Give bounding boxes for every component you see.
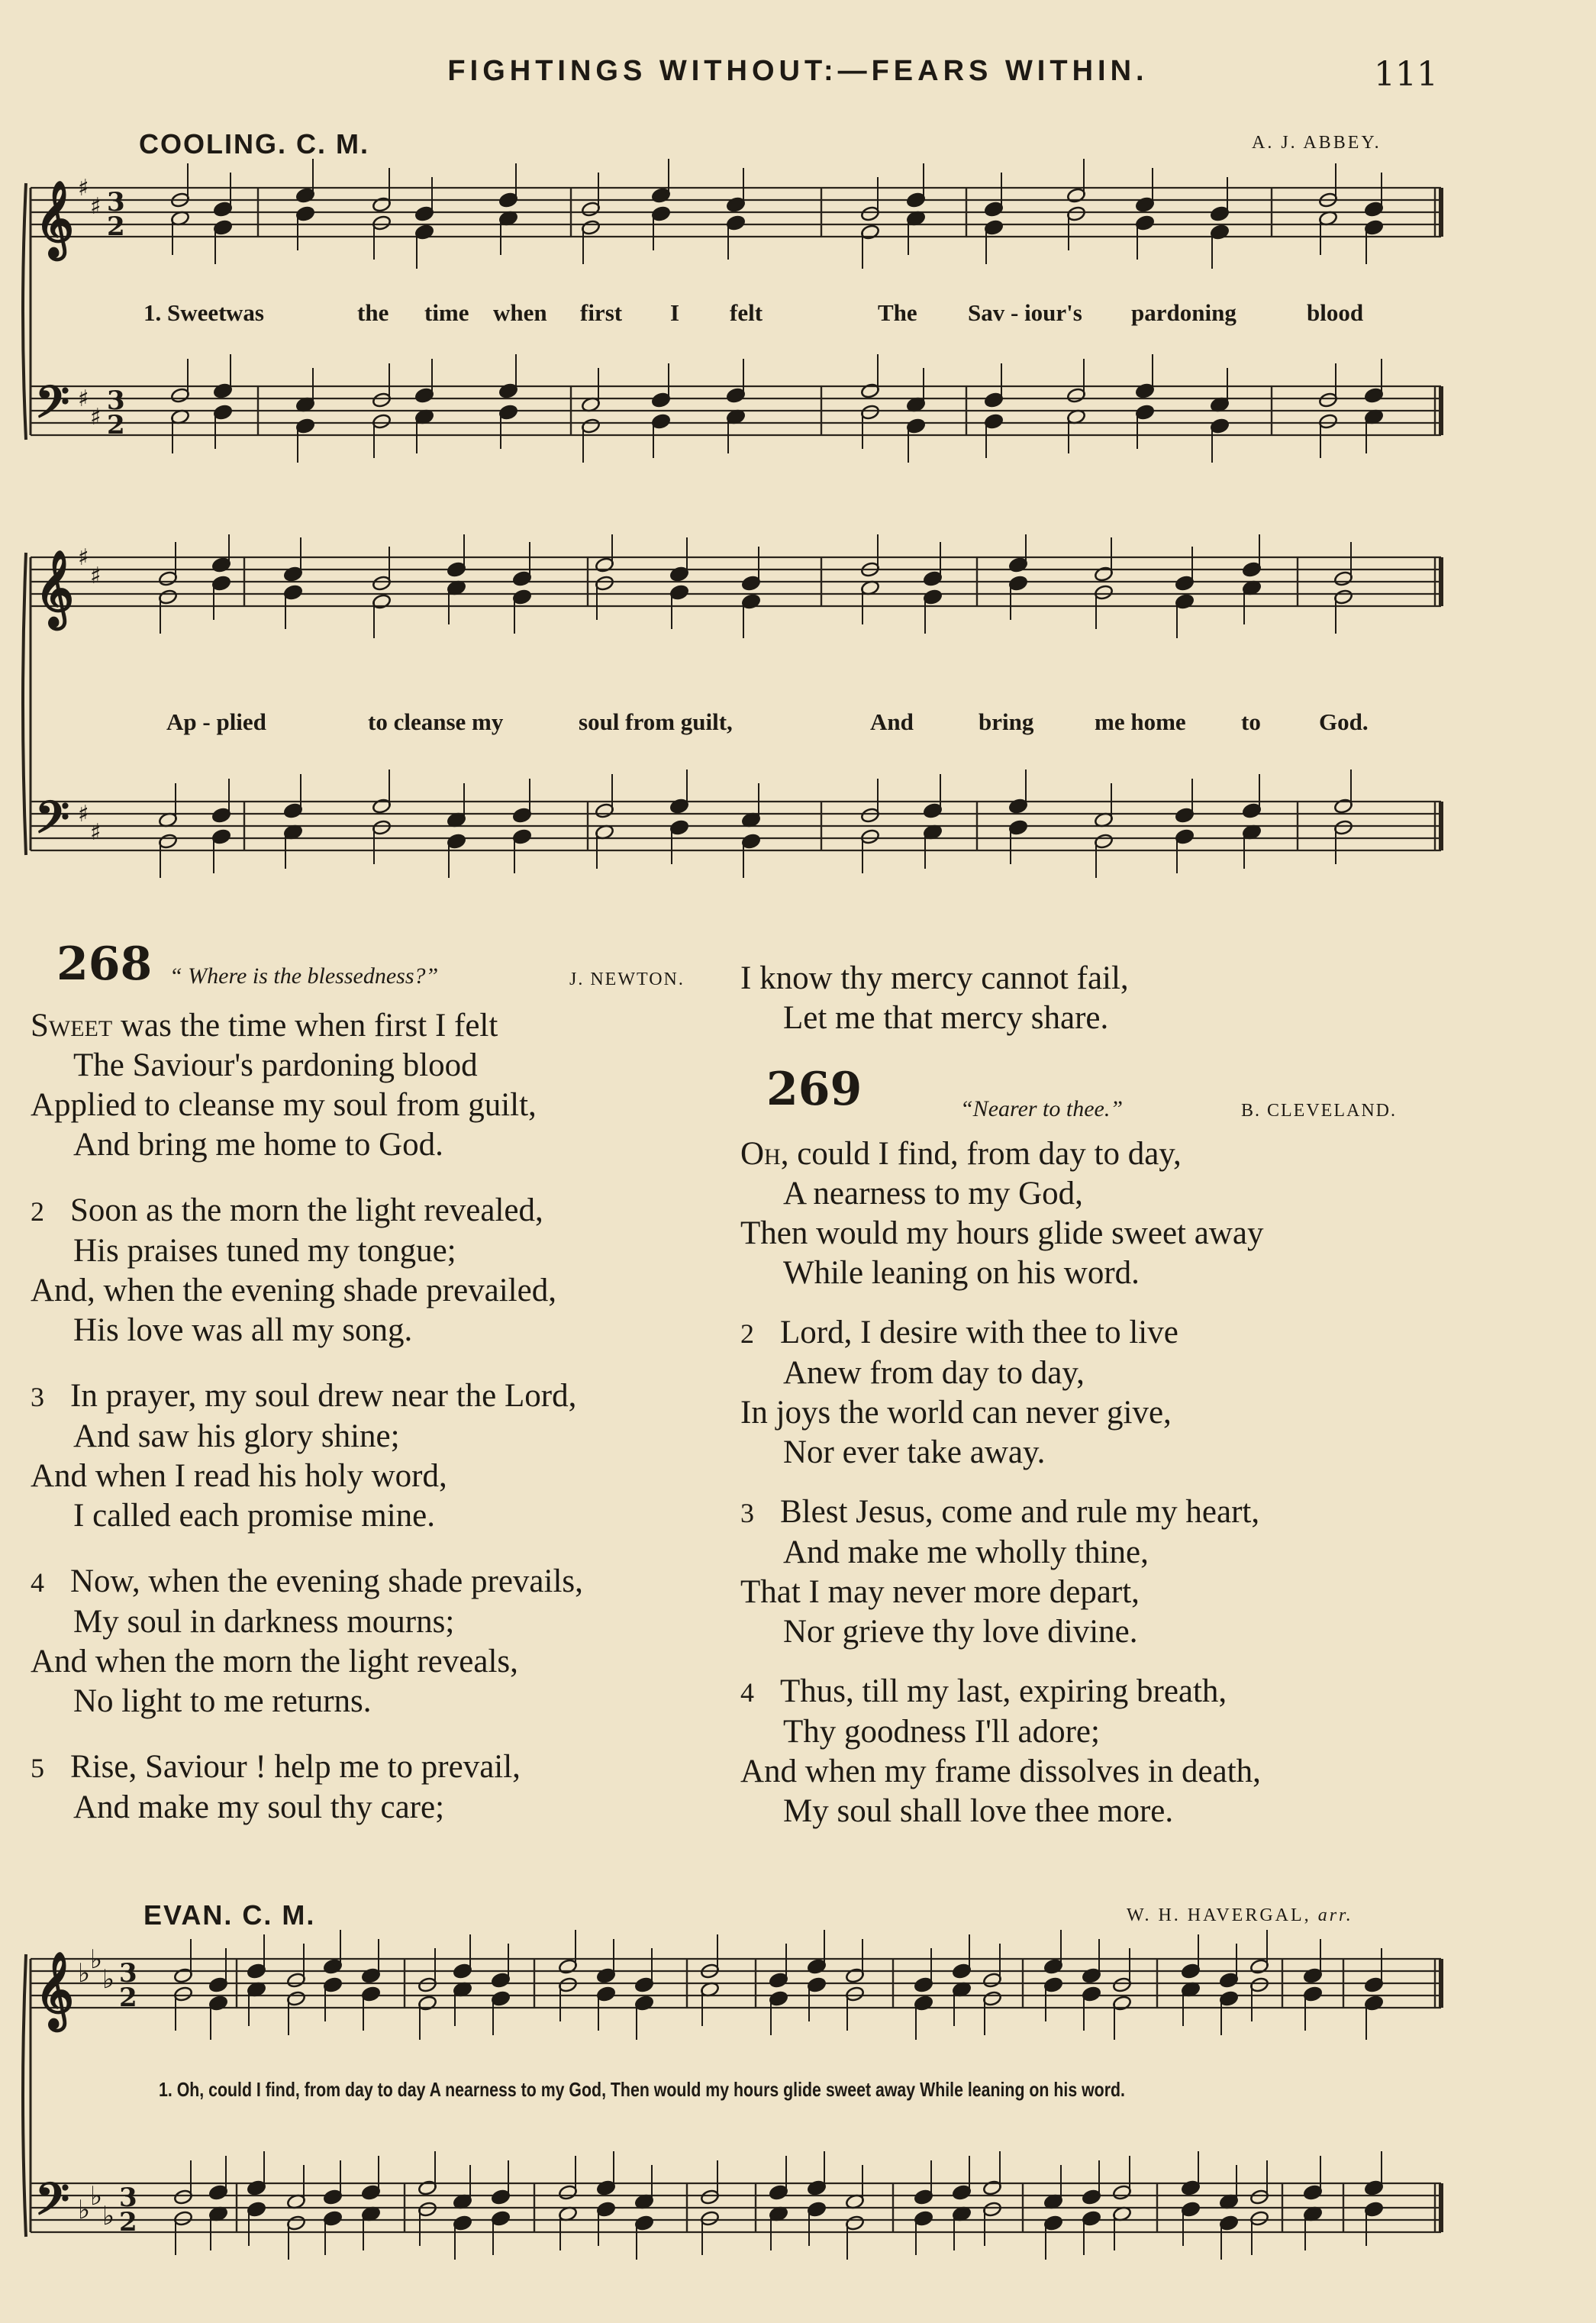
verse-line: 4 Thus, till my last, expiring breath, [740,1672,1263,1712]
verse-line: I called each promise mine. [73,1498,435,1534]
sharp-icon: ♯ [90,563,102,589]
sharp-icon: ♯ [78,544,89,571]
verse-line: 5 Rise, Saviour ! help me to prevail, [31,1747,583,1788]
lyric-syllable: time [424,299,469,326]
hymn-author-269: B. CLEVELAND. [1241,1101,1397,1121]
verse-line: The Saviour's pardoning blood [73,1047,478,1083]
verse-line: Nor ever take away. [783,1434,1046,1470]
lyric-syllable: felt [730,299,763,326]
hymn-268-verses-col2 [740,959,1129,1038]
lyric-syllable: I [670,299,680,326]
verse-line: Let me that mercy share. [783,1000,1109,1036]
time-signature-top: 3 [107,386,125,416]
hymn-number-269: 269 [766,1063,862,1116]
verse-line: While leaning on his word. [783,1255,1140,1291]
treble-clef-icon: 𝄞 [35,1951,74,2028]
lyric-syllable: when [493,299,547,326]
verse-line: 3 Blest Jesus, come and rule my heart, [740,1492,1263,1533]
music-system-cooling-1 [0,153,1596,504]
lyric-syllable: And [870,708,914,735]
hymn-268-verses-col1 [31,1006,583,1828]
verse-line: And when I read his holy word, [31,1458,447,1494]
hymn-title-268: “ Where is the blessedness?” [169,963,439,989]
time-signature-bottom: 2 [119,1983,137,2013]
verse-268-2 [31,1191,583,1350]
lyric-syllable: God. [1319,708,1369,735]
tune-composer-cooling: A. J. ABBEY. [1252,133,1382,153]
verse-line: 4 Now, when the evening shade prevails, [31,1562,583,1602]
verse-line: In joys the world can never give, [740,1395,1172,1431]
time-signature-bottom: 2 [107,211,125,242]
lyric-syllable: first [580,299,623,326]
verse-line: And bring me home to God. [73,1127,443,1163]
verse-line: No light to me returns. [73,1683,372,1719]
system-brace [23,1954,26,2237]
treble-clef-icon: 𝄞 [35,180,74,257]
verse-line: And when my frame dissolves in death, [740,1754,1261,1789]
verse-line: Oh, could I find, from day to day, [740,1136,1182,1172]
verse-line: His praises tuned my tongue; [73,1233,456,1269]
verse-269-1 [740,1134,1263,1293]
flat-icon: ♭ [102,2201,115,2231]
verse-line: I know thy mercy cannot fail, [740,960,1129,996]
verse-line: Nor grieve thy love divine. [783,1614,1138,1650]
verse-line: 2 Soon as the morn the light revealed, [31,1191,583,1231]
lyric-syllable: was [226,299,264,326]
system-brace [23,183,26,440]
verse-line: His love was all my song. [73,1312,413,1348]
lyrics-line-evan: 1. Oh, could I find, from day to day A nearness to my God, Then would my hours glide sweet away While leaning on his word. [159,2078,1125,2101]
hymn-title-269: “Nearer to thee.” [960,1096,1124,1121]
verse-line: My soul shall love thee more. [783,1793,1174,1829]
verse-number: 2 [31,1196,44,1227]
verse-line: And, when the evening shade prevailed, [31,1273,556,1308]
verse-line: And make my soul thy care; [73,1789,445,1825]
verse-number: 4 [31,1567,44,1598]
lyric-syllable: me home [1095,708,1186,735]
lyric-syllable: blood [1307,299,1364,326]
lyric-syllable: the [357,299,389,326]
time-signature-top: 3 [119,2183,137,2213]
hymn-author-268: J. NEWTON. [569,970,685,989]
time-signature-bottom: 2 [107,410,125,440]
flat-icon: ♭ [90,2181,103,2212]
lyric-syllable: pardoning [1131,299,1236,326]
flat-icon: ♭ [90,1944,103,1975]
verse-number: 5 [31,1753,44,1783]
verse-line: Applied to cleanse my soul from guilt, [31,1087,537,1123]
verse-number: 2 [740,1318,754,1349]
verse-268-3 [31,1376,583,1536]
lyric-syllable: bring [979,708,1034,735]
tune-composer-evan: W. H. HAVERGAL, arr. [1127,1905,1353,1925]
sharp-icon: ♯ [90,819,102,846]
sharp-icon: ♯ [78,801,89,828]
verse-line: 2 Lord, I desire with thee to live [740,1313,1263,1353]
verse-line: A nearness to my God, [783,1176,1083,1212]
verse-number: 3 [31,1382,44,1412]
hymn-269-verses [740,1134,1263,1831]
verse-line: Then would my hours glide sweet away [740,1215,1264,1251]
sharp-icon: ♯ [78,386,89,412]
lyric-syllable: to [1241,708,1261,735]
running-head: FIGHTINGS WITHOUT:—FEARS WITHIN. [447,55,1149,87]
bass-clef-icon: 𝄢 [35,376,70,439]
flat-icon: ♭ [78,1958,91,1989]
verse-269-4 [740,1672,1263,1831]
verse-269-3 [740,1492,1263,1652]
verse-line: Anew from day to day, [783,1355,1085,1391]
verse-line: And saw his glory shine; [73,1418,400,1454]
treble-clef-icon: 𝄞 [35,550,74,627]
lyric-syllable: The [878,299,917,326]
flat-icon: ♭ [102,1964,115,1995]
verse-line: Thy goodness I'll adore; [783,1714,1100,1750]
bass-clef-icon: 𝄢 [35,791,70,854]
lyric-syllable: 1. Sweet [143,299,227,326]
bass-clef-icon: 𝄢 [35,2173,70,2236]
verse-line: Sweet was the time when first I felt [31,1008,498,1044]
time-signature-top: 3 [119,1958,137,1989]
time-signature-top: 3 [107,187,125,218]
sharp-icon: ♯ [90,193,102,220]
verse-line: 3 In prayer, my soul drew near the Lord, [31,1376,583,1417]
lyric-syllable: soul from guilt, [579,708,733,735]
tune-name-cooling: COOLING. C. M. [139,128,369,160]
verse-268-1 [31,1006,583,1165]
sharp-icon: ♯ [90,404,102,431]
verse-268-4 [31,1562,583,1721]
flat-icon: ♭ [78,2195,91,2225]
verse-268-5 [31,1747,583,1828]
hymn-number-268: 268 [56,937,153,991]
lyric-syllable: to cleanse my [368,708,504,735]
verse-initial-word: Sweet [31,1008,113,1044]
verse-number: 4 [740,1677,754,1708]
lyric-syllable: Ap - plied [166,708,266,735]
lyric-syllable: Sav - iour's [968,299,1082,326]
time-signature-bottom: 2 [119,2207,137,2238]
music-system-evan [0,1924,1596,2283]
verse-initial-word: Oh, [740,1136,789,1172]
verse-line: That I may never more depart, [740,1574,1140,1610]
sharp-icon: ♯ [78,175,89,202]
tune-name-evan: EVAN. C. M. [143,1899,316,1931]
system-brace [23,553,26,855]
verse-number: 3 [740,1498,754,1528]
verse-line: My soul in darkness mourns; [73,1604,455,1640]
verse-line: And when the morn the light reveals, [31,1644,518,1679]
page-number: 111 [1374,55,1438,94]
verse-line: And make me wholly thine, [783,1534,1149,1570]
verse-269-2 [740,1313,1263,1473]
